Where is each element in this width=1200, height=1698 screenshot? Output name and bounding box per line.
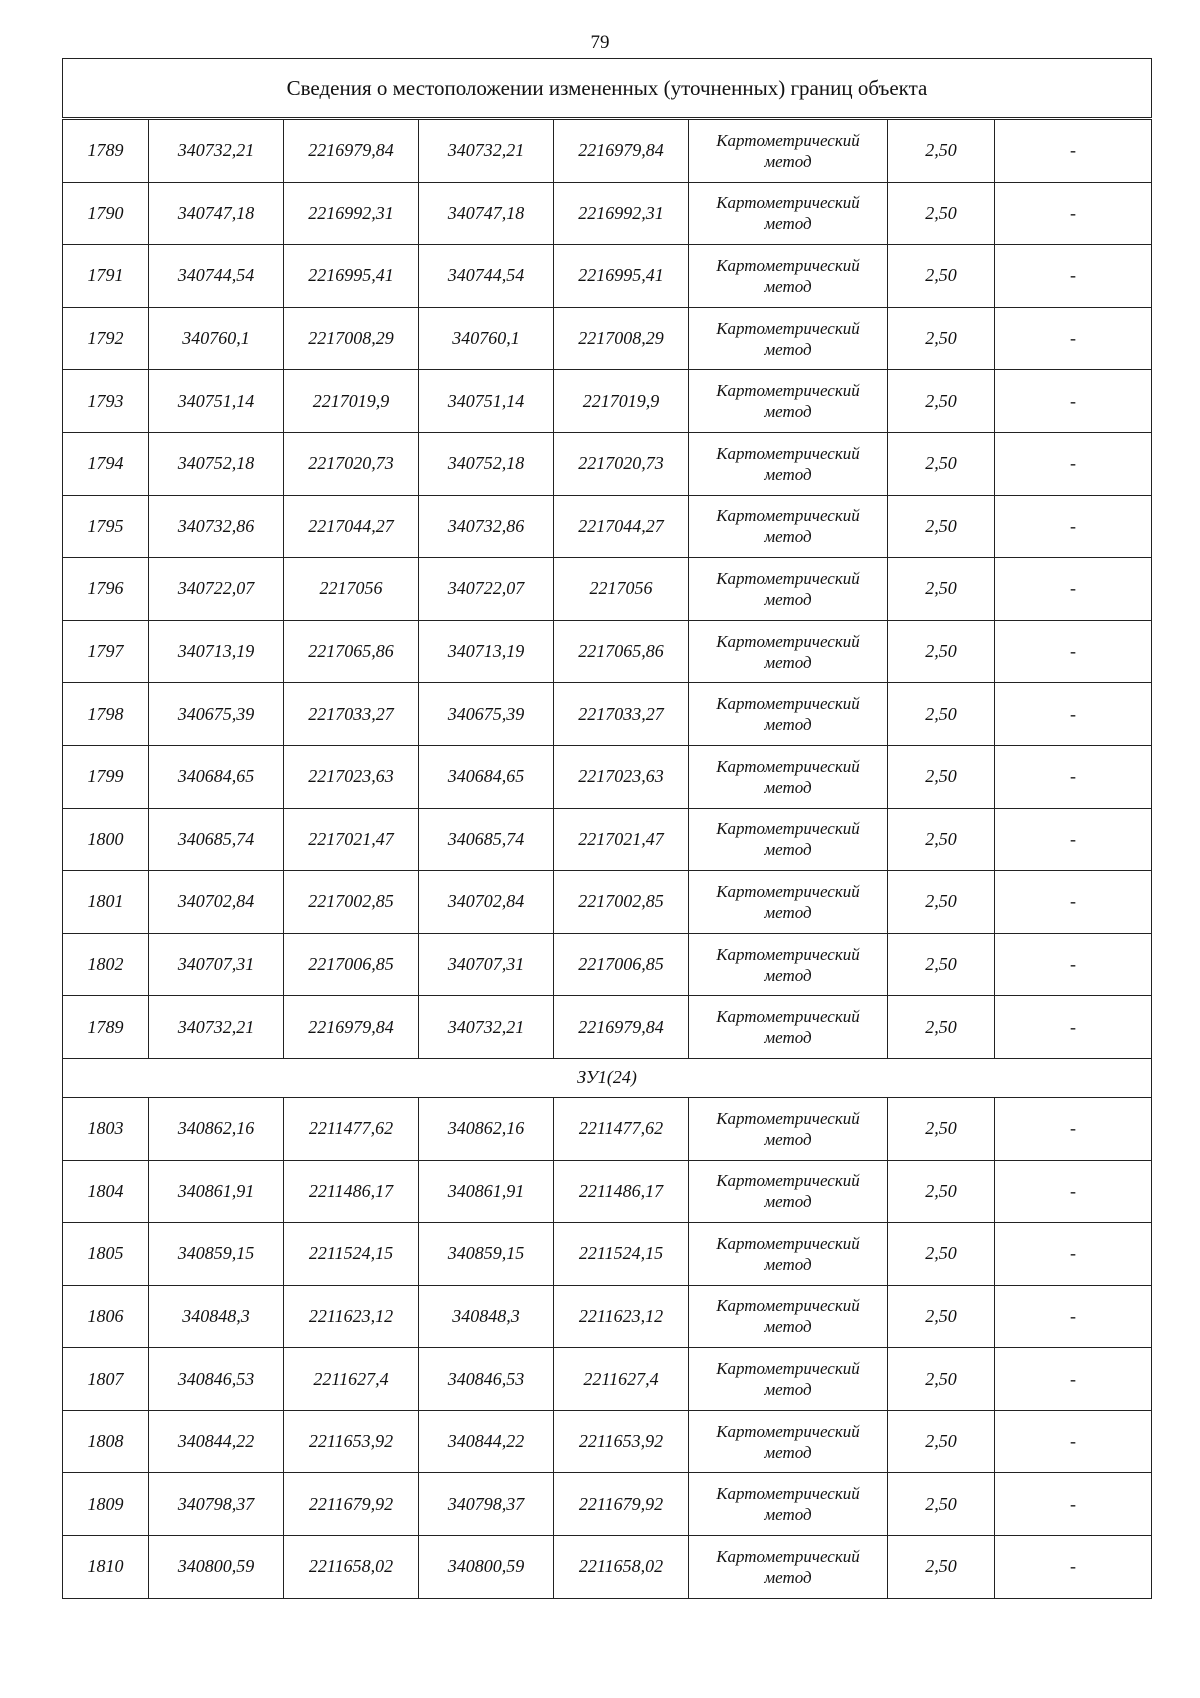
method-cell [689,245,888,308]
method-line-1: Картометрический [716,1484,860,1504]
method-line-2: метод [764,1567,812,1587]
note-cell: - [995,1410,1152,1473]
refined-x-cell: 340685,74 [419,808,554,871]
table-row [63,495,1152,558]
existing-x-cell: 340685,74 [149,808,284,871]
method-cell [689,558,888,621]
existing-x-cell: 340707,31 [149,933,284,996]
existing-x-cell: 340732,86 [149,495,284,558]
method-line-1: Картометрический [716,1233,860,1253]
point-number-cell: 1803 [63,1097,149,1160]
refined-x-cell: 340713,19 [419,620,554,683]
precision-cell: 2,50 [888,495,995,558]
existing-y-cell: 2211524,15 [284,1223,419,1286]
precision-cell: 2,50 [888,182,995,245]
method-line-1: Картометрический [716,1421,860,1441]
point-number-cell: 1789 [63,119,149,183]
method-line-2: метод [764,527,812,547]
method-line-2: метод [764,464,812,484]
method-cell [689,620,888,683]
existing-x-cell: 340862,16 [149,1097,284,1160]
refined-x-cell: 340684,65 [419,745,554,808]
refined-x-cell: 340747,18 [419,182,554,245]
method-cell [689,1348,888,1411]
refined-x-cell: 340760,1 [419,307,554,370]
method-line-1: Картометрический [716,255,860,275]
existing-y-cell: 2217044,27 [284,495,419,558]
note-cell: - [995,745,1152,808]
method-line-1: Картометрический [716,1108,860,1128]
existing-x-cell: 340844,22 [149,1410,284,1473]
method-line-1: Картометрический [716,631,860,651]
existing-y-cell: 2217023,63 [284,745,419,808]
refined-x-cell: 340862,16 [419,1097,554,1160]
method-line-1: Картометрический [716,443,860,463]
precision-cell: 2,50 [888,1285,995,1348]
refined-y-cell: 2211623,12 [554,1285,689,1348]
refined-x-cell: 340702,84 [419,871,554,934]
existing-y-cell: 2217065,86 [284,620,419,683]
point-number-cell: 1810 [63,1536,149,1599]
refined-x-cell: 340846,53 [419,1348,554,1411]
precision-cell: 2,50 [888,1097,995,1160]
method-text [716,1006,860,1048]
method-text [716,443,860,485]
method-text [716,944,860,986]
method-line-2: метод [764,1129,812,1149]
refined-x-cell: 340732,21 [419,119,554,183]
precision-cell: 2,50 [888,808,995,871]
method-cell [689,1097,888,1160]
note-cell: - [995,1223,1152,1286]
method-cell [689,1473,888,1536]
existing-y-cell: 2217006,85 [284,933,419,996]
method-cell [689,871,888,934]
precision-cell: 2,50 [888,1536,995,1599]
refined-y-cell: 2211524,15 [554,1223,689,1286]
table-row [63,933,1152,996]
table-row [63,1097,1152,1160]
table-title: Сведения о местоположении измененных (уточненных) границ объекта [63,59,1152,119]
method-line-2: метод [764,339,812,359]
table-row [63,182,1152,245]
note-cell: - [995,558,1152,621]
table-body [63,59,1152,1599]
point-number-cell: 1797 [63,620,149,683]
method-cell [689,745,888,808]
precision-cell: 2,50 [888,1223,995,1286]
refined-x-cell: 340798,37 [419,1473,554,1536]
method-text [716,756,860,798]
existing-y-cell: 2211653,92 [284,1410,419,1473]
existing-y-cell: 2211679,92 [284,1473,419,1536]
existing-y-cell: 2216979,84 [284,996,419,1059]
table-title-row [63,59,1152,119]
method-line-1: Картометрический [716,1359,860,1379]
method-cell [689,495,888,558]
note-cell: - [995,370,1152,433]
refined-y-cell: 2217006,85 [554,933,689,996]
refined-x-cell: 340751,14 [419,370,554,433]
refined-y-cell: 2217056 [554,558,689,621]
method-line-2: метод [764,840,812,860]
method-line-2: метод [764,777,812,797]
existing-x-cell: 340722,07 [149,558,284,621]
table-row [63,683,1152,746]
refined-y-cell: 2216995,41 [554,245,689,308]
refined-x-cell: 340722,07 [419,558,554,621]
note-cell: - [995,1348,1152,1411]
precision-cell: 2,50 [888,1348,995,1411]
note-cell: - [995,119,1152,183]
refined-x-cell: 340732,21 [419,996,554,1059]
method-line-1: Картометрический [716,1007,860,1027]
point-number-cell: 1804 [63,1160,149,1223]
method-line-1: Картометрический [716,318,860,338]
refined-x-cell: 340744,54 [419,245,554,308]
method-cell [689,808,888,871]
table-row [63,1160,1152,1223]
point-number-cell: 1794 [63,432,149,495]
point-number-cell: 1800 [63,808,149,871]
method-line-2: метод [764,276,812,296]
refined-y-cell: 2211486,17 [554,1160,689,1223]
method-text [716,1421,860,1463]
note-cell: - [995,808,1152,871]
method-line-1: Картометрический [716,568,860,588]
method-text [716,1546,860,1588]
method-line-2: метод [764,589,812,609]
note-cell: - [995,1097,1152,1160]
method-text [716,693,860,735]
point-number-cell: 1792 [63,307,149,370]
point-number-cell: 1801 [63,871,149,934]
boundary-coordinates-table [62,58,1152,1599]
method-text [716,130,860,172]
method-line-1: Картометрический [716,694,860,714]
method-line-1: Картометрический [716,756,860,776]
precision-cell: 2,50 [888,996,995,1059]
method-line-2: метод [764,1380,812,1400]
existing-y-cell: 2211658,02 [284,1536,419,1599]
method-text [716,568,860,610]
method-text [716,1108,860,1150]
refined-y-cell: 2216979,84 [554,996,689,1059]
table-row [63,1285,1152,1348]
method-text [716,1483,860,1525]
existing-y-cell: 2217020,73 [284,432,419,495]
table-row [63,1473,1152,1536]
existing-x-cell: 340732,21 [149,996,284,1059]
method-line-1: Картометрический [716,130,860,150]
method-cell [689,683,888,746]
method-text [716,631,860,673]
precision-cell: 2,50 [888,307,995,370]
method-text [716,881,860,923]
precision-cell: 2,50 [888,745,995,808]
method-line-1: Картометрический [716,506,860,526]
precision-cell: 2,50 [888,1160,995,1223]
point-number-cell: 1798 [63,683,149,746]
method-line-1: Картометрический [716,944,860,964]
precision-cell: 2,50 [888,558,995,621]
existing-x-cell: 340859,15 [149,1223,284,1286]
method-text [716,818,860,860]
refined-y-cell: 2217065,86 [554,620,689,683]
method-cell [689,1223,888,1286]
refined-y-cell: 2217023,63 [554,745,689,808]
method-cell [689,933,888,996]
existing-x-cell: 340751,14 [149,370,284,433]
method-text [716,1295,860,1337]
method-cell [689,307,888,370]
point-number-cell: 1790 [63,182,149,245]
table-row [63,558,1152,621]
method-text [716,192,860,234]
existing-y-cell: 2217002,85 [284,871,419,934]
table-row [63,620,1152,683]
precision-cell: 2,50 [888,119,995,183]
table-row [63,432,1152,495]
note-cell: - [995,182,1152,245]
refined-y-cell: 2211653,92 [554,1410,689,1473]
method-cell [689,1285,888,1348]
point-number-cell: 1789 [63,996,149,1059]
existing-x-cell: 340744,54 [149,245,284,308]
method-text [716,318,860,360]
existing-x-cell: 340747,18 [149,182,284,245]
existing-y-cell: 2216992,31 [284,182,419,245]
refined-x-cell: 340675,39 [419,683,554,746]
existing-x-cell: 340760,1 [149,307,284,370]
refined-y-cell: 2217044,27 [554,495,689,558]
method-line-1: Картометрический [716,193,860,213]
table-row [63,1223,1152,1286]
table-row [63,808,1152,871]
note-cell: - [995,1160,1152,1223]
note-cell: - [995,996,1152,1059]
note-cell: - [995,620,1152,683]
existing-y-cell: 2211627,4 [284,1348,419,1411]
table-row [63,1536,1152,1599]
method-text [716,255,860,297]
refined-x-cell: 340844,22 [419,1410,554,1473]
method-line-2: метод [764,1317,812,1337]
method-line-2: метод [764,214,812,234]
existing-x-cell: 340713,19 [149,620,284,683]
point-number-cell: 1808 [63,1410,149,1473]
method-line-2: метод [764,1192,812,1212]
existing-x-cell: 340800,59 [149,1536,284,1599]
method-text [716,380,860,422]
method-line-2: метод [764,902,812,922]
method-cell [689,432,888,495]
refined-x-cell: 340732,86 [419,495,554,558]
method-line-2: метод [764,1505,812,1525]
existing-x-cell: 340861,91 [149,1160,284,1223]
point-number-cell: 1802 [63,933,149,996]
method-cell [689,1536,888,1599]
precision-cell: 2,50 [888,933,995,996]
method-line-2: метод [764,1254,812,1274]
note-cell: - [995,245,1152,308]
method-line-1: Картометрический [716,1171,860,1191]
refined-x-cell: 340800,59 [419,1536,554,1599]
method-line-1: Картометрический [716,1546,860,1566]
method-line-2: метод [764,1028,812,1048]
method-line-1: Картометрический [716,381,860,401]
refined-y-cell: 2217033,27 [554,683,689,746]
refined-y-cell: 2217021,47 [554,808,689,871]
precision-cell: 2,50 [888,620,995,683]
method-cell [689,119,888,183]
precision-cell: 2,50 [888,1410,995,1473]
point-number-cell: 1793 [63,370,149,433]
table-row [63,1348,1152,1411]
precision-cell: 2,50 [888,370,995,433]
existing-x-cell: 340846,53 [149,1348,284,1411]
existing-y-cell: 2211486,17 [284,1160,419,1223]
refined-y-cell: 2211658,02 [554,1536,689,1599]
refined-x-cell: 340752,18 [419,432,554,495]
method-text [716,1170,860,1212]
note-cell: - [995,1536,1152,1599]
method-text [716,1233,860,1275]
table-row [63,119,1152,183]
point-number-cell: 1805 [63,1223,149,1286]
refined-y-cell: 2217008,29 [554,307,689,370]
precision-cell: 2,50 [888,1473,995,1536]
existing-y-cell: 2217008,29 [284,307,419,370]
existing-y-cell: 2217021,47 [284,808,419,871]
method-cell [689,370,888,433]
point-number-cell: 1795 [63,495,149,558]
precision-cell: 2,50 [888,432,995,495]
note-cell: - [995,683,1152,746]
refined-y-cell: 2217019,9 [554,370,689,433]
refined-y-cell: 2217020,73 [554,432,689,495]
refined-x-cell: 340848,3 [419,1285,554,1348]
note-cell: - [995,1285,1152,1348]
table-row [63,370,1152,433]
existing-y-cell: 2211477,62 [284,1097,419,1160]
method-cell [689,996,888,1059]
point-number-cell: 1791 [63,245,149,308]
method-text [716,505,860,547]
note-cell: - [995,432,1152,495]
method-line-1: Картометрический [716,881,860,901]
refined-x-cell: 340859,15 [419,1223,554,1286]
table-row [63,307,1152,370]
existing-y-cell: 2217019,9 [284,370,419,433]
precision-cell: 2,50 [888,245,995,308]
table-row [63,996,1152,1059]
refined-y-cell: 2217002,85 [554,871,689,934]
note-cell: - [995,1473,1152,1536]
point-number-cell: 1807 [63,1348,149,1411]
existing-y-cell: 2216995,41 [284,245,419,308]
refined-y-cell: 2211627,4 [554,1348,689,1411]
table-row [63,745,1152,808]
section-label: ЗУ1(24) [63,1058,1152,1097]
refined-x-cell: 340861,91 [419,1160,554,1223]
refined-y-cell: 2211679,92 [554,1473,689,1536]
existing-y-cell: 2217056 [284,558,419,621]
section-row [63,1058,1152,1097]
method-line-2: метод [764,1442,812,1462]
point-number-cell: 1806 [63,1285,149,1348]
existing-x-cell: 340848,3 [149,1285,284,1348]
refined-y-cell: 2216979,84 [554,119,689,183]
method-cell [689,1410,888,1473]
method-line-2: метод [764,715,812,735]
point-number-cell: 1809 [63,1473,149,1536]
method-line-2: метод [764,151,812,171]
existing-x-cell: 340684,65 [149,745,284,808]
note-cell: - [995,495,1152,558]
table-row [63,871,1152,934]
precision-cell: 2,50 [888,683,995,746]
existing-y-cell: 2217033,27 [284,683,419,746]
point-number-cell: 1796 [63,558,149,621]
refined-x-cell: 340707,31 [419,933,554,996]
existing-x-cell: 340702,84 [149,871,284,934]
refined-y-cell: 2211477,62 [554,1097,689,1160]
table-row [63,245,1152,308]
existing-y-cell: 2216979,84 [284,119,419,183]
existing-x-cell: 340752,18 [149,432,284,495]
method-line-1: Картометрический [716,819,860,839]
method-line-2: метод [764,402,812,422]
note-cell: - [995,307,1152,370]
method-line-2: метод [764,652,812,672]
existing-x-cell: 340798,37 [149,1473,284,1536]
point-number-cell: 1799 [63,745,149,808]
existing-x-cell: 340675,39 [149,683,284,746]
method-text [716,1358,860,1400]
method-cell [689,182,888,245]
existing-x-cell: 340732,21 [149,119,284,183]
precision-cell: 2,50 [888,871,995,934]
existing-y-cell: 2211623,12 [284,1285,419,1348]
method-cell [689,1160,888,1223]
page-number: 79 [590,32,610,53]
method-line-2: метод [764,965,812,985]
note-cell: - [995,933,1152,996]
table-row [63,1410,1152,1473]
method-line-1: Картометрический [716,1296,860,1316]
refined-y-cell: 2216992,31 [554,182,689,245]
note-cell: - [995,871,1152,934]
